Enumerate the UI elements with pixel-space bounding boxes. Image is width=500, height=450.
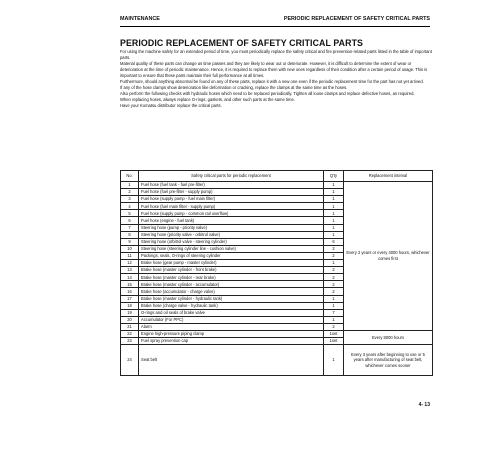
row-number: 14 — [121, 274, 139, 281]
page-title: PERIODIC REPLACEMENT OF SAFETY CRITICAL PARTS — [120, 38, 364, 48]
replacement-interval: Every 8000 hours — [344, 330, 433, 344]
quantity: 1 — [324, 196, 344, 203]
part-name: Brake hose (accumulator - charge valve) — [139, 288, 324, 295]
quantity: 1set — [324, 330, 344, 337]
quantity: 1 — [324, 302, 344, 309]
part-name: Steering hose (steering cylinder line - cushion valve) — [139, 245, 324, 252]
replacement-interval: Every 3 years after beginning to use or 5 years after manufacturing of seat belt, whichever comes sooner — [344, 345, 433, 376]
part-name: Fuel hose (engine - fuel tank) — [139, 217, 324, 224]
row-number: 13 — [121, 267, 139, 274]
row-number: 16 — [121, 288, 139, 295]
row-number: 9 — [121, 238, 139, 245]
quantity: 1 — [324, 345, 344, 376]
row-number: 20 — [121, 316, 139, 323]
col-header-qty: Q'ty — [324, 171, 344, 182]
col-header-part: Safety critical parts for periodic replacement — [139, 171, 324, 182]
part-name: Accumulator (For PPC) — [139, 316, 324, 323]
quantity: 2 — [324, 267, 344, 274]
part-name: O-rings and oil seals of brake valve — [139, 309, 324, 316]
part-name: Steering hose (orbitrol valve - steering cylinder) — [139, 238, 324, 245]
part-name: Fuel hose (supply pump - common rail overflow) — [139, 210, 324, 217]
row-number: 5 — [121, 210, 139, 217]
quantity: 1 — [324, 316, 344, 323]
row-number: 22 — [121, 330, 139, 337]
part-name: Fuel hose (fuel pre-filter - supply pump) — [139, 189, 324, 196]
row-number: 8 — [121, 231, 139, 238]
quantity: 2 — [324, 288, 344, 295]
part-name: Fuel hose (supply pump - fuel main filter) — [139, 196, 324, 203]
paragraph: Furthermore, should anything abnormal be found on any of these parts, replace it with a new one even if the periodic replacement time for the part has not yet arrived. — [120, 79, 424, 84]
table-row — [121, 182, 433, 189]
header-chapter-title: PERIODIC REPLACEMENT OF SAFETY CRITICAL PARTS — [283, 16, 430, 22]
quantity: 6 — [324, 238, 344, 245]
part-name: Alarm — [139, 323, 324, 330]
quantity: 2 — [324, 252, 344, 259]
part-name: Seat belt — [139, 345, 324, 376]
part-name: Brake hose (gear pump - master cylinder) — [139, 260, 324, 267]
part-name: Brake hose (charge valve - hydraulic tank) — [139, 302, 324, 309]
quantity: 1 — [324, 295, 344, 302]
quantity: 1 — [324, 224, 344, 231]
row-number: 10 — [121, 245, 139, 252]
quantity: 7 — [324, 309, 344, 316]
part-name: Brake hose (master cylinder - accumulator) — [139, 281, 324, 288]
paragraph: Also perform the following checks with hydraulic hoses which need to be replaced periodically. Tighten all loose clamps and replace defective hoses, as required. — [120, 91, 415, 96]
part-name: Steering hose (priority valve - orbitrol valve) — [139, 231, 324, 238]
table-body — [121, 182, 433, 376]
quantity: 1 — [324, 210, 344, 217]
quantity: 1 — [324, 260, 344, 267]
row-number: 17 — [121, 295, 139, 302]
row-number: 15 — [121, 281, 139, 288]
table-header-row — [121, 171, 433, 182]
row-number: 11 — [121, 252, 139, 259]
page-number: 4- 13 — [418, 402, 430, 408]
quantity: 1 — [324, 189, 344, 196]
part-name: Fuel hose (fuel tank - fuel pre-filter) — [139, 182, 324, 189]
row-number: 2 — [121, 189, 139, 196]
part-name: Brake hose (master cylinder - rear brake) — [139, 274, 324, 281]
header-section: MAINTENANCE — [120, 16, 160, 22]
row-number: 7 — [121, 224, 139, 231]
row-number: 12 — [121, 260, 139, 267]
paragraph: If any of the hose clamps show deterioration like deformation or cracking, replace the clamps at the same time as the hoses. — [120, 85, 348, 90]
part-name: Fuel hose (fuel main filter - supply pump) — [139, 203, 324, 210]
quantity: 1 — [324, 231, 344, 238]
row-number: 18 — [121, 302, 139, 309]
col-header-no: No. — [121, 171, 139, 182]
table-row — [121, 330, 433, 337]
page-header — [120, 14, 430, 27]
part-name: Fuel spray prevention cap — [139, 338, 324, 345]
row-number: 4 — [121, 203, 139, 210]
row-number: 21 — [121, 323, 139, 330]
quantity: 2 — [324, 281, 344, 288]
quantity: 1 — [324, 182, 344, 189]
part-name: Engine high-pressure piping clamp — [139, 330, 324, 337]
row-number: 6 — [121, 217, 139, 224]
row-number: 3 — [121, 196, 139, 203]
part-name: Brake hose (master cylinder - front brake) — [139, 267, 324, 274]
paragraph: When replacing hoses, always replace O-rings, gaskets, and other such parts at the same time. — [120, 97, 295, 102]
parts-table — [120, 170, 433, 376]
col-header-interval: Replacement interval — [344, 171, 433, 182]
quantity: 1set — [324, 338, 344, 345]
part-name: Packings, seals, O-rings of steering cylinder — [139, 252, 324, 259]
paragraph: For using the machine safely for an extended period of time, you must periodically replace the safety critical and fire prevention-related parts listed in the table of important parts. — [120, 49, 432, 60]
quantity: 1 — [324, 203, 344, 210]
row-number: 24 — [121, 345, 139, 376]
table-row — [121, 345, 433, 376]
paragraph: Material quality of these parts can change as time passes and they are likely to wear out or deteriorate. However, it is difficult to determine the extent of wear or deterioration at the time of periodic maintenance. Hence, it is required to replace them with new ones regardless of their condition after a certain period of usage. This is important to ensure that these parts maintain their full performance at all times. — [120, 61, 428, 78]
quantity: 2 — [324, 323, 344, 330]
row-number: 1 — [121, 182, 139, 189]
paragraph: Have your Komatsu distributor replace the critical parts. — [120, 103, 222, 108]
row-number: 19 — [121, 309, 139, 316]
part-name: Brake hose (master cylinder - hydraulic tank) — [139, 295, 324, 302]
part-name: Steering hose (pump - priority valve) — [139, 224, 324, 231]
intro-text — [120, 49, 432, 109]
row-number: 23 — [121, 338, 139, 345]
quantity: 2 — [324, 274, 344, 281]
quantity: 2 — [324, 245, 344, 252]
replacement-interval: Every 2 years or every 4000 hours, whichever comes first — [344, 182, 433, 331]
quantity: 1 — [324, 217, 344, 224]
